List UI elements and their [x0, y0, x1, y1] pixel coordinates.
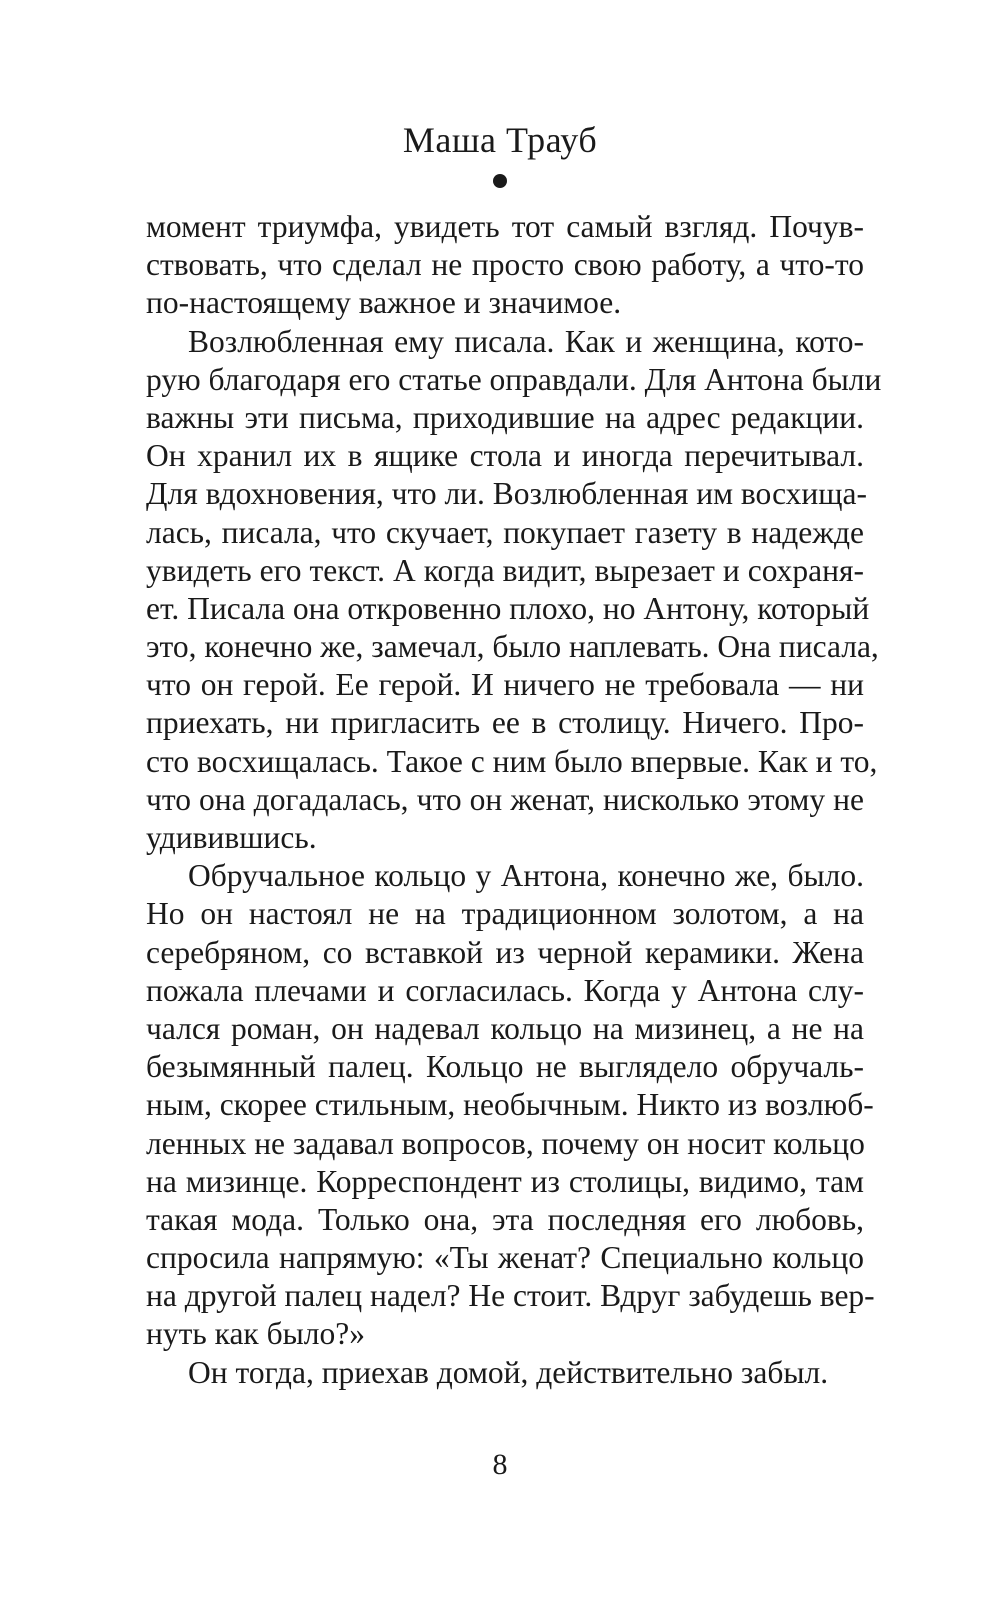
- text-line: по-настоящему важное и значимое.: [146, 285, 622, 321]
- text-line: лась, писала, что скучает, покупает газету в надежде: [146, 514, 864, 550]
- text-line: ствовать, что сделал не просто свою работу, а что-то: [146, 247, 864, 283]
- text-line: ным, скорее стильным, необычным. Никто из возлюб-: [146, 1087, 874, 1123]
- text-line: момент триумфа, увидеть тот самый взгляд. Почув-: [146, 209, 864, 244]
- text-line: Он хранил их в ящике стола и иногда перечитывал.: [146, 438, 864, 474]
- text-line: на другой палец надел? Не стоит. Вдруг забудешь вер-: [146, 1278, 875, 1314]
- text-line: на мизинце. Корреспондент из столицы, видимо, там: [146, 1163, 864, 1199]
- text-line: что она догадалась, что он женат, нисколько этому не: [146, 781, 864, 817]
- text-line: это, конечно же, замечал, было наплевать. Она писала,: [146, 629, 879, 665]
- text-line: Возлюбленная ему писала. Как и женщина, кото-: [188, 323, 864, 359]
- paragraph: [146, 1354, 864, 1392]
- running-head-author: Маша Трауб: [402, 120, 598, 160]
- text-line: серебряном, со вставкой из черной керамики. Жена: [146, 934, 864, 970]
- text-line: Для вдохновения, что ли. Возлюбленная им восхища-: [146, 476, 867, 512]
- body-text: [146, 208, 882, 1392]
- text-line: что он герой. Ее герой. И ничего не требовала — ни: [146, 667, 864, 703]
- paragraph: [146, 857, 875, 1353]
- text-line: ленных не задавал вопросов, почему он носит кольцо: [146, 1125, 865, 1161]
- ornament-dot: [493, 174, 507, 188]
- text-line: рую благодаря его статье оправдали. Для Антона были: [146, 361, 882, 397]
- text-line: пожала плечами и согласилась. Когда у Антона слу-: [146, 972, 864, 1008]
- text-line: важны эти письма, приходившие на адрес редакции.: [146, 399, 864, 435]
- text-line: чался роман, он надевал кольцо на мизинец, а не на: [146, 1010, 864, 1046]
- text-line: нуть как было?»: [146, 1316, 365, 1352]
- text-line: безымянный палец. Кольцо не выглядело обручаль-: [146, 1049, 864, 1085]
- paragraph: [146, 323, 882, 858]
- text-line: увидеть его текст. А когда видит, вырезает и сохраня-: [146, 552, 864, 588]
- page-number: 8: [492, 1448, 508, 1481]
- text-line: приехать, ни пригласить ее в столицу. Ничего. Про-: [146, 705, 864, 741]
- text-line: Но он настоял не на традиционном золотом, а на: [146, 896, 864, 932]
- text-line: спросила напрямую: «Ты женат? Специально кольцо: [146, 1240, 864, 1276]
- paragraph: [146, 208, 864, 323]
- text-line: Обручальное кольцо у Антона, конечно же, было.: [188, 858, 864, 894]
- text-line: Он тогда, приехав домой, действительно забыл.: [188, 1354, 829, 1390]
- text-line: ет. Писала она откровенно плохо, но Антону, который: [146, 590, 870, 626]
- text-line: сто восхищалась. Такое с ним было впервые. Как и то,: [146, 743, 878, 779]
- text-line: такая мода. Только она, эта последняя его любовь,: [146, 1201, 864, 1237]
- text-line: удивившись.: [146, 820, 317, 855]
